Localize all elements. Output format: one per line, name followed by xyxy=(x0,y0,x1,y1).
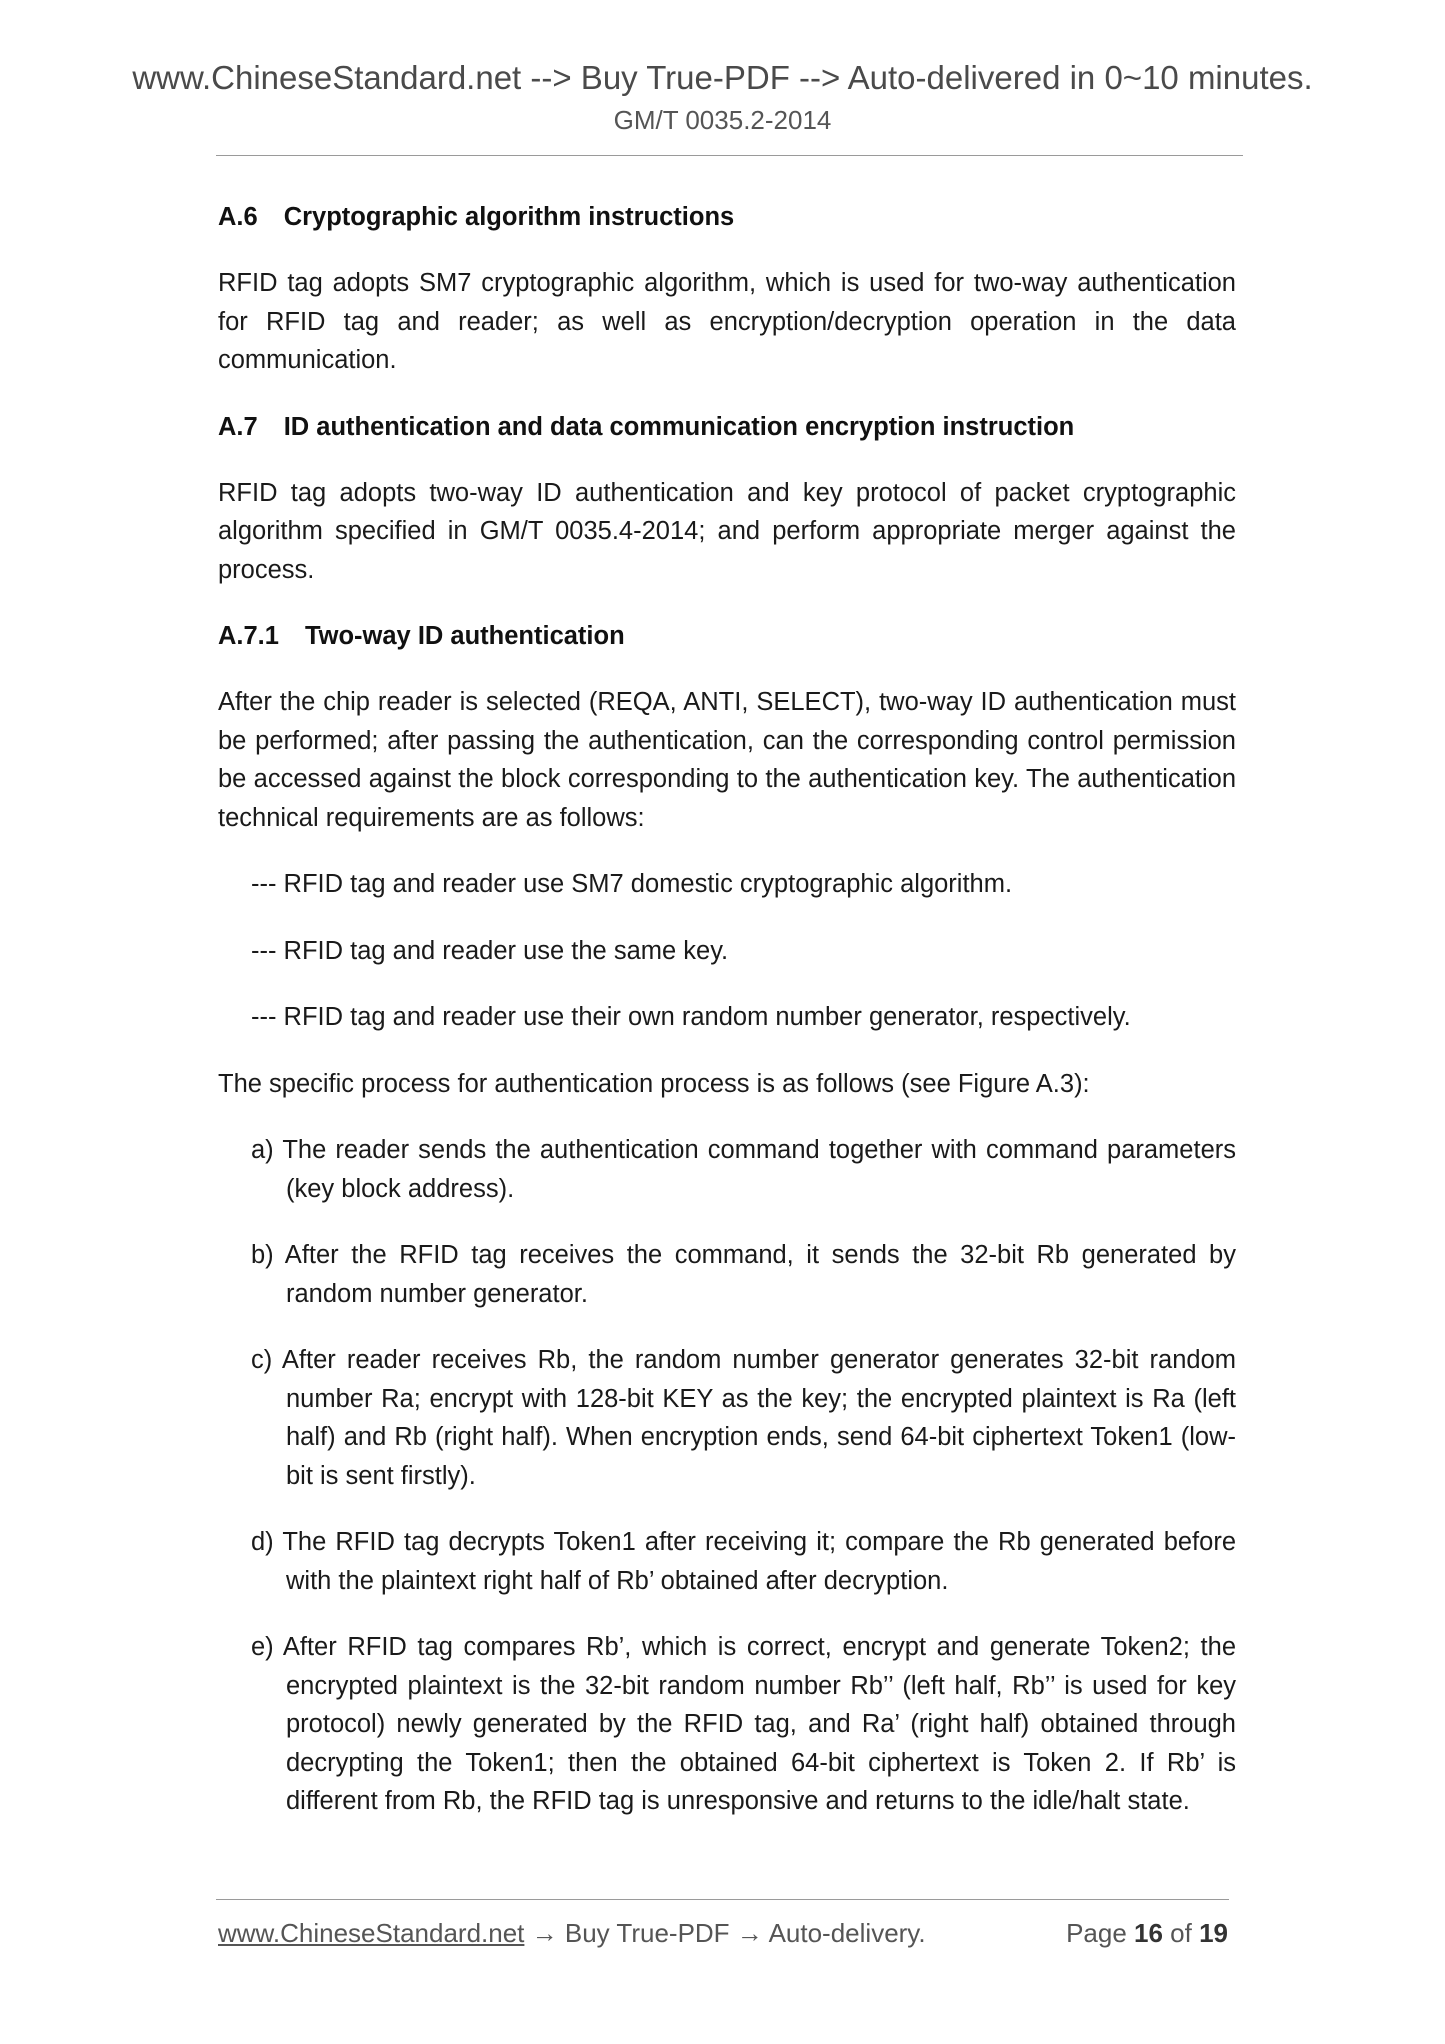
paragraph-a7: RFID tag adopts two-way ID authentication and key protocol of packet cryptographic algorithm specified in GM/T 0035.4-2014; and perform appropriate merger against the process. xyxy=(218,478,1236,584)
page-indicator xyxy=(1066,1916,1228,1950)
process-step-a: a) The reader sends the authentication command together with command parameters (key block address). xyxy=(251,1136,1236,1203)
section-heading-a7 xyxy=(218,408,1236,446)
header-divider xyxy=(216,155,1243,156)
requirement-item: --- RFID tag and reader use the same key. xyxy=(251,936,729,965)
footer-site-link[interactable]: www.ChineseStandard.net xyxy=(218,1918,525,1948)
paragraph-a6: RFID tag adopts SM7 cryptographic algorithm, which is used for two-way authentication for RFID tag and reader; as well as encryption/decryption operation in the data communication. xyxy=(218,269,1236,374)
of-word: of xyxy=(1162,1918,1200,1948)
section-heading-a6 xyxy=(218,198,1236,236)
process-step-d: d) The RFID tag decrypts Token1 after receiving it; compare the Rb generated before with the plaintext right half of Rb’ obtained after decryption. xyxy=(251,1528,1236,1595)
requirement-item: --- RFID tag and reader use SM7 domestic cryptographic algorithm. xyxy=(251,870,1013,898)
requirement-item: --- RFID tag and reader use their own random number generator, respectively. xyxy=(251,1003,1131,1031)
paragraph-a71: After the chip reader is selected (REQA, ANTI, SELECT), two-way ID authentication must be performed; after passing the authentication, can the corresponding control permission be accessed against the block corresponding to the authentication key. The authentication technical requirements are as follows: xyxy=(218,688,1236,832)
section-heading-a71 xyxy=(218,617,1236,655)
process-step-e: e) After RFID tag compares Rb’, which is correct, encrypt and generate Token2; the encrypted plaintext is the 32-bit random number Rb’’ (left half, Rb’’ is used for key protocol) newly generated by the RFID tag, and Ra’ (right half) obtained through decrypting the Token1; then the obtained 64-bit ciphertext is Token 2. If Rb’ is different from Rb, the RFID tag is unresponsive and returns to the idle/halt state. xyxy=(251,1633,1236,1815)
section-number: A.7.1 xyxy=(218,622,279,650)
page-number: 16 xyxy=(1134,1918,1163,1948)
page-footer xyxy=(218,1916,1228,1950)
process-step-c: c) After reader receives Rb, the random number generator generates 32-bit random number Ra; encrypt with 128-bit KEY as the key; the encrypted plaintext is Ra (left half) and Rb (right half). When encryption ends, send 64-bit ciphertext Token1 (low-bit is sent firstly). xyxy=(251,1346,1236,1490)
footer-divider xyxy=(216,1899,1229,1900)
page-content xyxy=(218,198,1236,1849)
header-banner: www.ChineseStandard.net --> Buy True-PDF --> Auto-delivered in 0~10 minutes. xyxy=(132,59,1313,96)
document-id: GM/T 0035.2-2014 xyxy=(613,105,832,135)
section-number: A.6 xyxy=(218,203,258,231)
footer-text: → Buy True-PDF → Auto-delivery. xyxy=(524,1918,926,1948)
page-total: 19 xyxy=(1199,1918,1228,1948)
section-title: Two-way ID authentication xyxy=(304,622,625,650)
section-number: A.7 xyxy=(218,412,258,441)
process-step-b: b) After the RFID tag receives the command, it sends the 32-bit Rb generated by random number generator. xyxy=(251,1241,1236,1308)
section-title: ID authentication and data communication encryption instruction xyxy=(283,412,1075,441)
page-word: Page xyxy=(1066,1918,1135,1948)
section-title: Cryptographic algorithm instructions xyxy=(283,203,735,231)
process-intro: The specific process for authentication process is as follows (see Figure A.3): xyxy=(218,1069,1090,1098)
